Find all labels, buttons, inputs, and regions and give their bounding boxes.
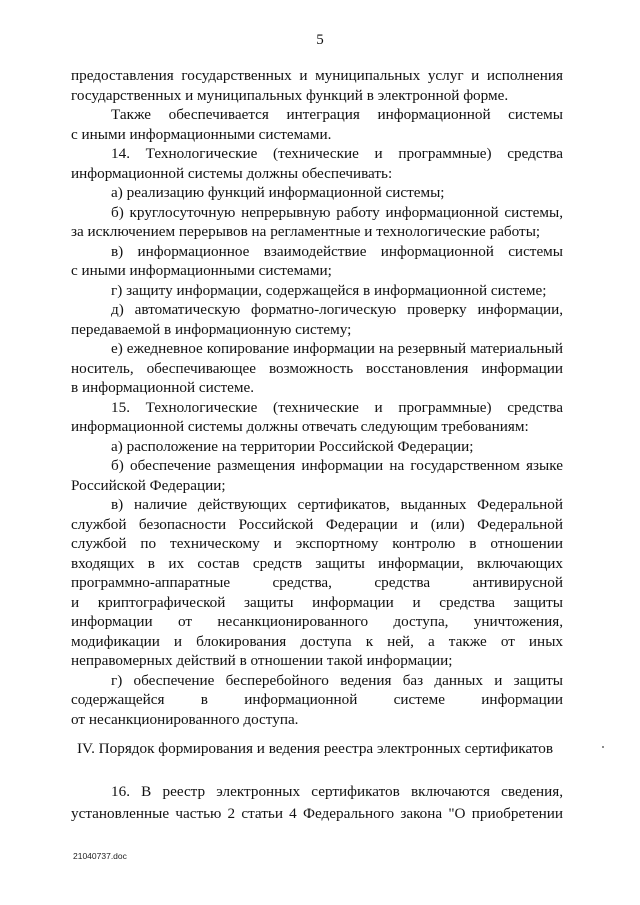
list-item-14d bbox=[71, 300, 563, 339]
paragraph-14 bbox=[71, 144, 563, 183]
text-line: информационной системы должны обеспечивать: bbox=[71, 164, 393, 182]
text-line: 14. Технологические (технические и программные) средства bbox=[111, 145, 563, 162]
page-number: 5 bbox=[316, 32, 324, 48]
text-line: службой по техническому и экспортному контролю в отношении bbox=[71, 535, 563, 552]
text-line: государственных и муниципальных функций в электронной форме. bbox=[71, 86, 509, 104]
text-line: а) расположение на территории Российской Федерации; bbox=[111, 437, 474, 455]
text-line: от несанкционированного доступа. bbox=[71, 710, 299, 728]
list-item-14b bbox=[71, 203, 563, 242]
paragraph-continuation bbox=[71, 66, 563, 105]
text-line: установленные частью 2 статьи 4 Федерального закона "О приобретении bbox=[71, 805, 563, 822]
text-line: д) автоматическую форматно-логическую проверку информации, bbox=[111, 301, 563, 318]
text-line: службой безопасности Российской Федерации и (или) Федеральной bbox=[71, 515, 563, 533]
text-line: б) круглосуточную непрерывную работу информационной системы, bbox=[111, 203, 563, 221]
text-line: предоставления государственных и муниципальных услуг и исполнения bbox=[71, 67, 563, 84]
text-line: б) обеспечение размещения информации на государственном языке bbox=[111, 457, 563, 474]
text-line: неправомерных действий в отношении такой информации; bbox=[71, 652, 453, 669]
text-line: информации от несанкционированного доступа, уничтожения, bbox=[71, 613, 563, 630]
text-line: г) обеспечение бесперебойного ведения баз данных и защиты bbox=[111, 671, 563, 689]
document-body bbox=[71, 66, 563, 729]
footer-filename: 21040737.doc bbox=[73, 851, 127, 861]
list-item-14e bbox=[71, 339, 563, 398]
text-line: Также обеспечивается интеграция информационной системы bbox=[111, 106, 563, 123]
text-line: в) наличие действующих сертификатов, выданных Федеральной bbox=[111, 496, 563, 513]
list-item-15a bbox=[71, 437, 563, 457]
text-line: информационной системы должны отвечать следующим требованиям: bbox=[71, 418, 529, 435]
text-line: Российской Федерации; bbox=[71, 476, 226, 494]
text-line: за исключением перерывов на регламентные и технологические работы; bbox=[71, 223, 541, 240]
text-line: 15. Технологические (технические и программные) средства bbox=[111, 398, 563, 416]
text-line: е) ежедневное копирование информации на резервный материальный bbox=[111, 340, 563, 357]
section-heading-iv: IV. Порядок формирования и ведения реестра электронных сертификатов bbox=[77, 740, 554, 757]
text-line: и криптографической защиты информации и средства защиты bbox=[71, 593, 563, 611]
list-item-14g bbox=[71, 281, 563, 301]
text-line: входящих в их состав средств защиты информации, включающих bbox=[71, 554, 563, 572]
text-line: с иными информационными системами; bbox=[71, 262, 332, 279]
text-line: программно-аппаратные средства, средства антивирусной bbox=[71, 574, 563, 591]
paragraph-integration bbox=[71, 105, 563, 144]
text-line: с иными информационными системами. bbox=[71, 125, 332, 143]
paragraph-15 bbox=[71, 398, 563, 437]
scan-dot bbox=[602, 746, 604, 748]
text-line: передаваемой в информационную систему; bbox=[71, 320, 352, 338]
list-item-14v bbox=[71, 242, 563, 281]
text-line: а) реализацию функций информационной системы; bbox=[111, 184, 445, 201]
list-item-15g bbox=[71, 671, 563, 730]
list-item-15v bbox=[71, 495, 563, 671]
text-line: в информационной системе. bbox=[71, 379, 255, 396]
list-item-14a bbox=[71, 183, 563, 203]
list-item-15b bbox=[71, 456, 563, 495]
text-line: носитель, обеспечивающее возможность восстановления информации bbox=[71, 359, 563, 377]
text-line: г) защиту информации, содержащейся в информационной системе; bbox=[111, 281, 547, 299]
paragraph-16 bbox=[71, 781, 563, 825]
text-line: 16. В реестр электронных сертификатов включаются сведения, bbox=[111, 783, 563, 800]
text-line: модификации и блокирования доступа к ней, а также от иных bbox=[71, 632, 563, 650]
text-line: содержащейся в информационной системе информации bbox=[71, 691, 563, 708]
text-line: в) информационное взаимодействие информационной системы bbox=[111, 242, 563, 260]
